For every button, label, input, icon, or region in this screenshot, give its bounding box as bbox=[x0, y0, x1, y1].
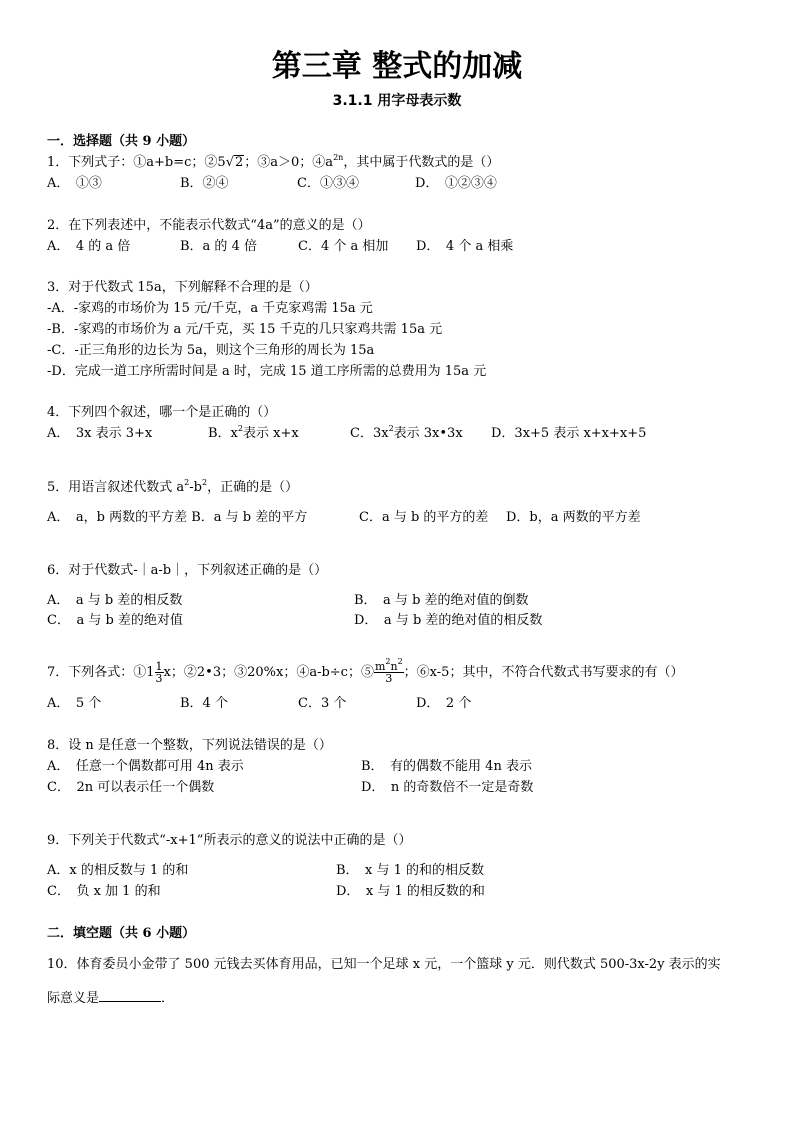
question-6-option-a[interactable]: A． a 与 b 差的相反数 bbox=[47, 593, 183, 608]
question-3-option-c[interactable]: -C．-正三角形的边长为 5a，则这个三角形的周长为 15a bbox=[47, 343, 375, 358]
question-9-option-c[interactable]: C． 负 x 加 1 的和 bbox=[47, 884, 161, 899]
section-fill-heading: 二．填空题（共 6 小题） bbox=[47, 926, 196, 941]
question-7-option-d[interactable]: D． 2 个 bbox=[416, 696, 472, 711]
question-3-stem: 3．对于代数式 15a，下列解释不合理的是（） bbox=[47, 280, 318, 295]
page-subtitle: 3.1.1 用字母表示数 bbox=[332, 93, 462, 109]
question-1-option-b[interactable]: B．②④ bbox=[180, 176, 229, 191]
question-4-stem: 4．下列四个叙述，哪一个是正确的（） bbox=[47, 405, 277, 420]
question-6-option-c[interactable]: C． a 与 b 差的绝对值 bbox=[47, 613, 183, 628]
question-9-option-d[interactable]: D． x 与 1 的相反数的和 bbox=[336, 884, 485, 899]
section-choice-heading: 一．选择题（共 9 小题） bbox=[47, 134, 196, 149]
fraction-one-third: $\frac{1}{3}$ bbox=[155, 659, 163, 685]
answer-blank[interactable] bbox=[99, 989, 161, 1002]
question-2-option-c[interactable]: C．4 个 a 相加 bbox=[298, 239, 389, 254]
question-9-stem: 9．下列关于代数式“-x+1”所表示的意义的说法中正确的是（） bbox=[47, 833, 412, 848]
question-4-option-b[interactable]: B．$x^2$表示 x+x bbox=[208, 424, 299, 441]
question-10-line-2: 际意义是 ． bbox=[47, 991, 175, 1006]
question-9-option-b[interactable]: B． x 与 1 的和的相反数 bbox=[336, 863, 485, 878]
question-3-option-d[interactable]: -D．完成一道工序所需时间是 a 时，完成 15 道工序所需的总费用为 15a 元 bbox=[47, 364, 487, 379]
question-5-option-d[interactable]: D．b，a 两数的平方差 bbox=[506, 510, 641, 525]
question-10-line-1: 10．体育委员小金带了 500 元钱去买体育用品，已知一个足球 x 元，一个篮球 y 元．则代数式 500-3x-2y 表示的实 bbox=[47, 957, 721, 972]
question-4-option-a[interactable]: A． 3x 表示 3+x bbox=[47, 426, 153, 441]
question-2-option-b[interactable]: B．a 的 4 倍 bbox=[180, 239, 257, 254]
question-5-stem: 5．用语言叙述代数式 $a^2-b^2$，正确的是（） bbox=[47, 478, 299, 495]
page-title: 第三章 整式的加减 bbox=[271, 49, 523, 84]
question-8-option-d[interactable]: D． n 的奇数倍不一定是奇数 bbox=[361, 780, 534, 795]
radical-sign-icon: √ bbox=[225, 155, 234, 170]
question-3-option-a[interactable]: -A．-家鸡的市场价为 15 元/千克，a 千克家鸡需 15a 元 bbox=[47, 301, 373, 316]
question-6-stem: 6．对于代数式-｜a-b｜，下列叙述正确的是（） bbox=[47, 563, 328, 578]
question-2-option-a[interactable]: A． 4 的 a 倍 bbox=[47, 239, 131, 254]
question-6-option-d[interactable]: D． a 与 b 差的绝对值的相反数 bbox=[354, 613, 543, 628]
question-4-option-d[interactable]: D．3x+5 表示 x+x+x+5 bbox=[491, 426, 647, 441]
question-8-stem: 8．设 n 是任意一个整数，下列说法错误的是（） bbox=[47, 738, 332, 753]
question-7-option-a[interactable]: A． 5 个 bbox=[47, 696, 102, 711]
question-1-option-d[interactable]: D． ①②③④ bbox=[415, 176, 497, 191]
question-5-option-c[interactable]: C．a 与 b 的平方的差 bbox=[359, 510, 489, 525]
question-1-stem: 1．下列式子：①a+b=c；②5√2；③a＞0；$④a^{2n}$，其中属于代数式的是（） bbox=[47, 153, 500, 170]
question-6-option-b[interactable]: B． a 与 b 差的绝对值的倒数 bbox=[354, 593, 529, 608]
fraction-m2n2-over-3: $\frac{m^2n^2}{3}$ bbox=[374, 656, 403, 685]
question-2-stem: 2．在下列表述中，不能表示代数式“4a”的意义的是（） bbox=[47, 218, 371, 233]
question-1-option-a[interactable]: A． ①③ bbox=[47, 176, 102, 191]
question-7-stem: 7．下列各式：①1 $\frac{1}{3}$ x；②2•3；③20%x；④a-b÷c；⑤ $\frac{m^2n^2}{3}$ ；⑥x-5；其中，不符合代数式书写要求的有（） bbox=[47, 656, 684, 685]
question-8-option-b[interactable]: B． 有的偶数不能用 4n 表示 bbox=[361, 759, 532, 774]
question-8-option-c[interactable]: C． 2n 可以表示任一个偶数 bbox=[47, 780, 215, 795]
question-4-option-c[interactable]: C．$3x^2$表示 3x•3x bbox=[350, 424, 463, 441]
question-2-option-d[interactable]: D． 4 个 a 相乘 bbox=[416, 239, 514, 254]
question-9-option-a[interactable]: A．x 的相反数与 1 的和 bbox=[47, 863, 189, 878]
question-3-option-b[interactable]: -B．-家鸡的市场价为 a 元/千克，买 15 千克的几只家鸡共需 15a 元 bbox=[47, 322, 443, 337]
question-8-option-a[interactable]: A． 任意一个偶数都可用 4n 表示 bbox=[47, 759, 244, 774]
question-1-option-c[interactable]: C．①③④ bbox=[297, 176, 359, 191]
question-7-option-c[interactable]: C．3 个 bbox=[298, 696, 347, 711]
question-7-option-b[interactable]: B．4 个 bbox=[180, 696, 228, 711]
question-5-option-ab[interactable]: A． a，b 两数的平方差 B．a 与 b 差的平方 bbox=[47, 510, 308, 525]
